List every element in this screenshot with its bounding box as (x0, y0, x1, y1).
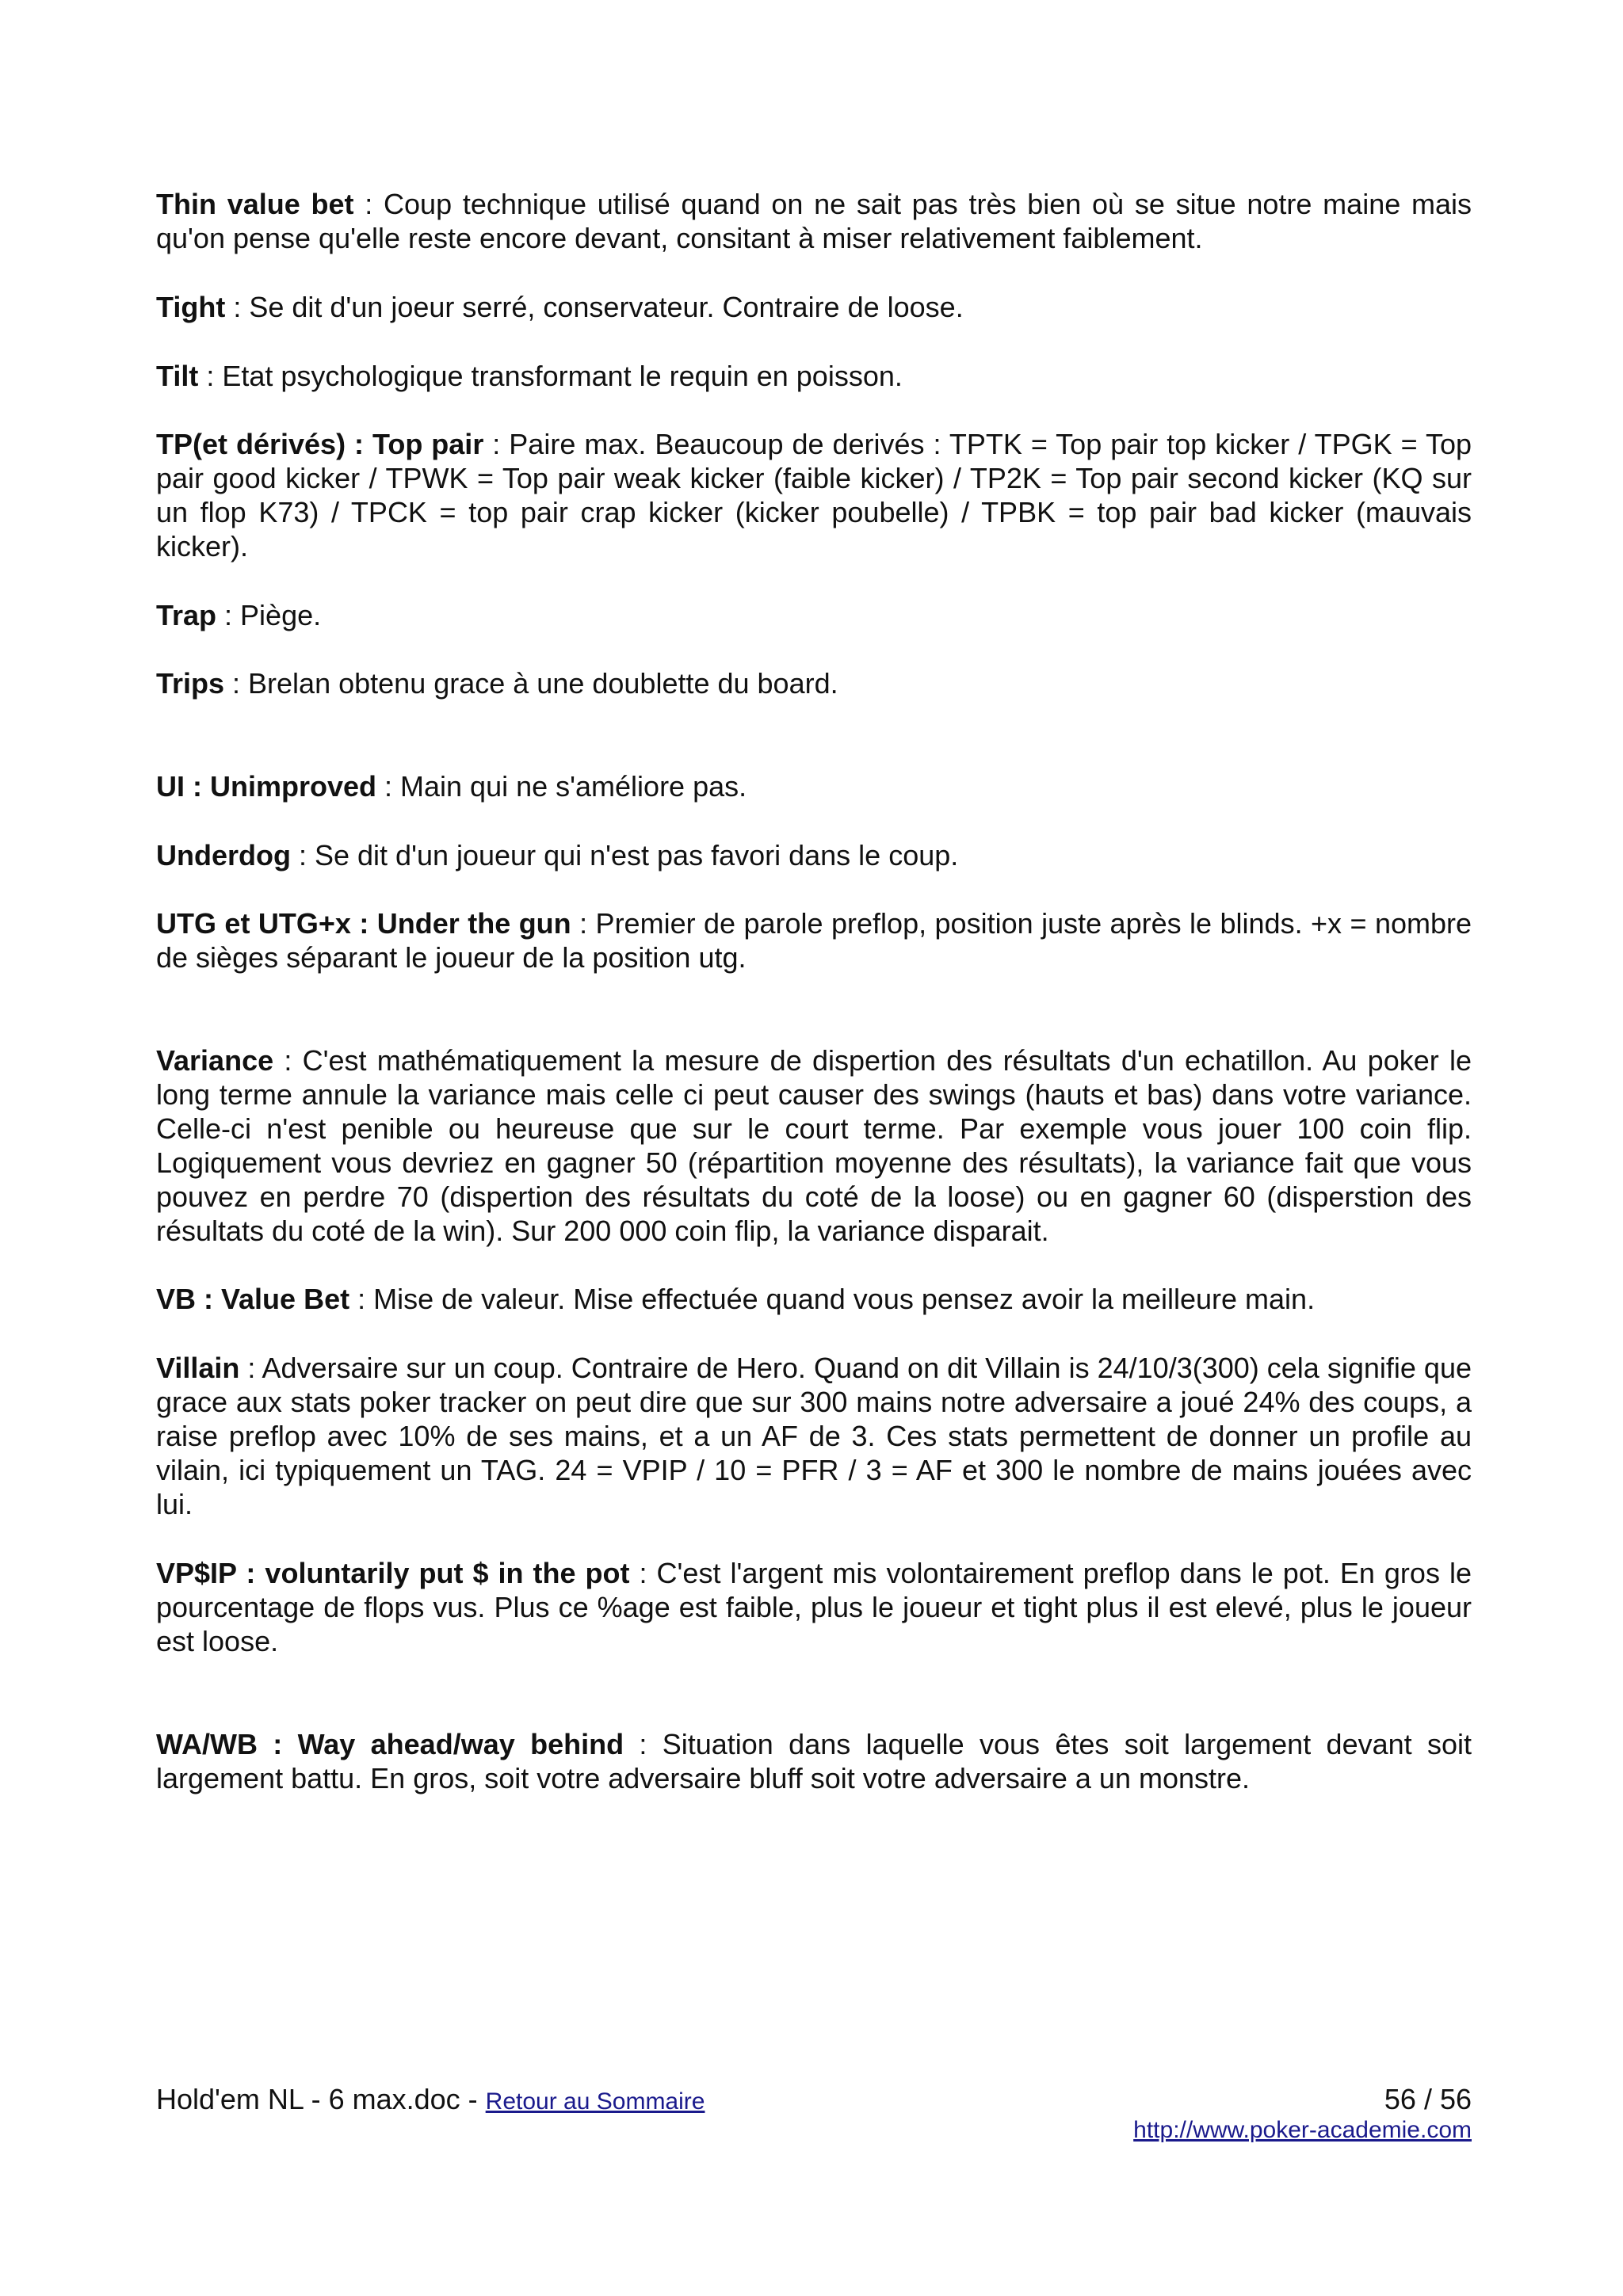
glossary-entry-value-bet (156, 1282, 1472, 1316)
glossary-term: VB : Value Bet (156, 1283, 350, 1315)
glossary-term: Trap (156, 599, 217, 631)
glossary-entry-wa-wb (156, 1727, 1472, 1795)
glossary-definition: : Etat psychologique transformant le requin en poisson. (198, 360, 903, 392)
glossary-term: UTG et UTG+x : Under the gun (156, 907, 571, 940)
glossary-term: Variance (156, 1044, 274, 1077)
glossary-entry-top-pair (156, 427, 1472, 563)
glossary-entry-trap (156, 598, 1472, 632)
glossary-term: Tilt (156, 360, 199, 392)
glossary-entry-villain (156, 1351, 1472, 1521)
glossary-definition: : Se dit d'un joueur qui n'est pas favori dans le coup. (290, 839, 959, 871)
page-footer-left (156, 2082, 705, 2119)
glossary-entry-underdog (156, 838, 1472, 872)
glossary-entry-variance (156, 1043, 1472, 1248)
website-link[interactable]: http://www.poker-academie.com (1133, 2117, 1472, 2143)
glossary-term: Tight (156, 291, 226, 323)
glossary-entry-trips (156, 666, 1472, 700)
glossary-definition: : Main qui ne s'améliore pas. (376, 770, 747, 803)
glossary-term: Thin value bet (156, 188, 354, 220)
glossary-entry-unimproved (156, 769, 1472, 803)
glossary-definition: : Situation dans laquelle vous êtes soit largement devant soit largement battu. En gros, soit votre adversaire bluff soit votre adversaire a un monstre. (156, 1728, 1472, 1794)
glossary-term: TP(et dérivés) : Top pair (156, 428, 484, 460)
glossary-entry-tilt (156, 359, 1472, 393)
glossary-definition: : Paire max. Beaucoup de derivés : TPTK = Top pair top kicker / TPGK = Top pair good kicker / TPWK = Top pair weak kicker (faible kicker) / TP2K = Top pair second kicker (KQ sur un flop K73) / TPCK = top pair crap kicker (kicker poubelle) / TPBK = top pair bad kicker (mauvais kicker). (156, 428, 1472, 563)
glossary-term: VP$IP : voluntarily put $ in the pot (156, 1557, 630, 1589)
glossary-definition: : Premier de parole preflop, position juste après le blinds. +x = nombre de sièges séparant le joueur de la position utg. (156, 907, 1472, 974)
glossary-definition: : C'est l'argent mis volontairement preflop dans le pot. En gros le pourcentage de flops vus. Plus ce %age est faible, plus le joueur et tight plus il est elevé, plus le joueur est loose. (156, 1557, 1472, 1657)
glossary-entry-utg (156, 906, 1472, 974)
glossary-definition: : C'est mathématiquement la mesure de dispertion des résultats d'un echatillon. Au poker le long terme annule la variance mais celle ci peut causer des swings (hauts et bas) dans votre variance. Celle-ci n'est penible ou heureuse que sur le court terme. Par exemple vous jouer 100 coin flip. Logiquement vous devriez en gagner 50 (répartition moyenne des résultats), la variance fait que vous pouvez en perdre 70 (dispertion des résultats du coté de la loose) ou en gagner 60 (disperstion des résultats du coté de la win). Sur 200 000 coin flip, la variance disparait. (156, 1044, 1472, 1247)
glossary-definition: : Brelan obtenu grace à une doublette du board. (224, 667, 838, 700)
glossary-term: Trips (156, 667, 225, 700)
glossary-definition: : Mise de valeur. Mise effectuée quand vous pensez avoir la meilleure main. (349, 1283, 1316, 1315)
glossary-term: Underdog (156, 839, 291, 871)
document-name: Hold'em NL - 6 max.doc - (156, 2083, 486, 2115)
glossary-entry-thin-value-bet (156, 187, 1472, 255)
glossary-entry-tight (156, 290, 1472, 324)
table-of-contents-link[interactable]: Retour au Sommaire (485, 2088, 705, 2115)
glossary-definition: : Adversaire sur un coup. Contraire de Hero. Quand on dit Villain is 24/10/3(300) cela signifie que grace aux stats poker tracker on peut dire que sur 300 mains notre adversaire a joué 24% des coups, a raise preflop avec 10% de ses mains, et a un AF de 3. Ces stats permettent de donner un profile au vilain, ici typiquement un TAG. 24 = VPIP / 10 = PFR / 3 = AF et 300 le nombre de mains jouées avec lui. (156, 1352, 1472, 1520)
glossary-entry-vpip (156, 1556, 1472, 1658)
glossary-definition: : Piège. (216, 599, 322, 631)
glossary-definition: : Coup technique utilisé quand on ne sait pas très bien où se situe notre maine mais qu'on pense qu'elle reste encore devant, consitant à miser relativement faiblement. (156, 188, 1472, 254)
glossary-term: UI : Unimproved (156, 770, 377, 803)
glossary-definition: : Se dit d'un joeur serré, conservateur. Contraire de loose. (225, 291, 964, 323)
glossary-term: Villain (156, 1352, 240, 1384)
page-number: 56 / 56 (1384, 2083, 1472, 2115)
glossary-term: WA/WB : Way ahead/way behind (156, 1728, 624, 1760)
